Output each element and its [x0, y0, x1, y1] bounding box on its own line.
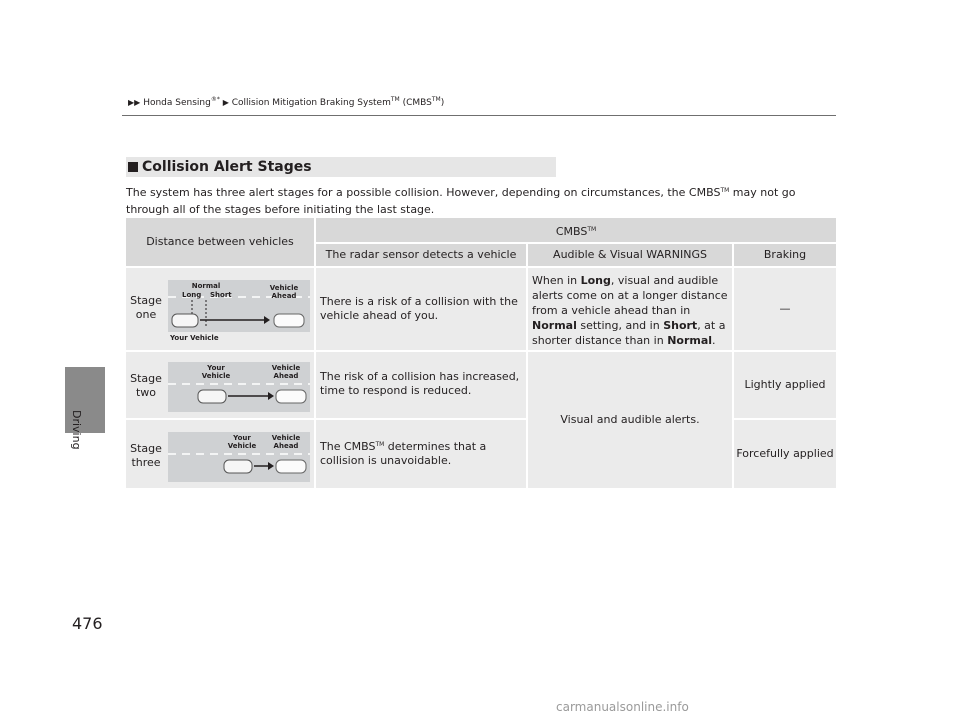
tm-mark: TM [390, 96, 400, 103]
stage-one-diagram [168, 280, 310, 332]
tm-mark: TM [375, 441, 385, 448]
stage-label [128, 294, 164, 322]
label-short: Short [210, 291, 232, 299]
radar-text: The CMBS [320, 440, 376, 453]
label-line: Your [233, 434, 251, 442]
header-rule [122, 115, 836, 116]
stage-label-line2: two [135, 386, 157, 399]
label-your-vehicle [222, 434, 262, 450]
intro-paragraph [126, 182, 836, 218]
row-stage-three-radar [316, 420, 526, 488]
page-margin [0, 0, 62, 722]
registered-mark: ®* [210, 96, 220, 103]
chapter-label: Driving [70, 410, 83, 450]
tm-mark: TM [720, 187, 730, 194]
label-normal: Normal [191, 282, 221, 290]
row-stage-one-radar: There is a risk of a collision with the vehicle ahead of you. [316, 268, 526, 350]
label-line: Vehicle [271, 434, 301, 442]
stage-label-line1: Stage [130, 442, 162, 455]
row-stage-one-braking: — [734, 268, 836, 350]
label-your-vehicle [196, 364, 236, 380]
label-line: Vehicle [201, 372, 231, 380]
header-radar: The radar sensor detects a vehicle [316, 244, 526, 266]
header-braking: Braking [734, 244, 836, 266]
warn-text: . [712, 334, 716, 347]
label-your-vehicle: Your Vehicle [170, 334, 219, 342]
header-cmbs [316, 218, 836, 242]
shared-warnings-cell: Visual and audible alerts. [528, 352, 732, 488]
intro-text-2: may not go through all of the stages before initiating the last stage. [126, 186, 796, 216]
label-vehicle-ahead [264, 284, 304, 300]
label-line: Ahead [273, 442, 299, 450]
warn-text: setting, and in [576, 319, 664, 332]
stage-label-line1: Stage [130, 294, 162, 307]
label-vehicle-ahead [266, 434, 306, 450]
warn-bold: Normal [667, 334, 713, 347]
intro-text-1: The system has three alert stages for a possible collision. However, depending on circumstances, the CMBS [126, 186, 721, 199]
label-line: Vehicle [227, 442, 257, 450]
warn-text: When in [532, 274, 581, 287]
label-long: Long [182, 291, 202, 299]
stage-label [128, 442, 164, 470]
row-stage-two-distance [126, 352, 314, 418]
page-number: 476 [72, 614, 103, 633]
breadcrumb-close: ) [440, 98, 445, 108]
row-stage-two-braking: Lightly applied [734, 352, 836, 418]
row-stage-two-radar: The risk of a collision has increased, time to respond is reduced. [316, 352, 526, 418]
stage-label-line2: three [131, 456, 161, 469]
stage-two-diagram [168, 362, 310, 412]
section-heading [126, 157, 556, 177]
row-stage-three-distance [126, 420, 314, 488]
warn-text: , visual and audible alerts come on at a longer distance from a vehicle ahead than in [532, 274, 728, 317]
section-title: Collision Alert Stages [142, 159, 312, 175]
warn-text: , at a shorter distance than in [532, 319, 726, 347]
header-cmbs-label: CMBS [555, 225, 588, 238]
row-stage-one-distance [126, 268, 314, 350]
radar-text: determines that a collision is unavoidable. [320, 440, 487, 467]
stage-label [128, 372, 164, 400]
row-stage-three-braking: Forcefully applied [734, 420, 836, 488]
warn-bold: Short [663, 319, 698, 332]
tm-mark: TM [431, 96, 441, 103]
label-line: Ahead [271, 292, 297, 300]
warn-bold: Long [580, 274, 611, 287]
breadcrumb-item-2: Collision Mitigation Braking System [231, 98, 391, 108]
stage-label-line1: Stage [130, 372, 162, 385]
label-line: Your [207, 364, 225, 372]
label-vehicle-ahead [266, 364, 306, 380]
row-stage-one-warnings [528, 268, 732, 350]
breadcrumb-arrow-icon: ▶▶ [128, 98, 141, 107]
warn-bold: Normal [532, 319, 577, 332]
stage-three-diagram [168, 432, 310, 482]
label-line: Vehicle [271, 364, 301, 372]
label-line: Vehicle [269, 284, 299, 292]
breadcrumb-arrow-icon: ▶ [222, 98, 229, 107]
header-distance: Distance between vehicles [126, 218, 314, 266]
breadcrumb-item-1: Honda Sensing [143, 98, 211, 108]
stage-label-line2: one [135, 308, 157, 321]
breadcrumb [128, 96, 444, 108]
label-line: Ahead [273, 372, 299, 380]
square-bullet-icon [128, 162, 138, 172]
tm-mark: TM [587, 226, 597, 233]
header-warnings: Audible & Visual WARNINGS [528, 244, 732, 266]
watermark: carmanualsonline.info [556, 700, 689, 714]
breadcrumb-suffix: (CMBS [399, 98, 432, 108]
